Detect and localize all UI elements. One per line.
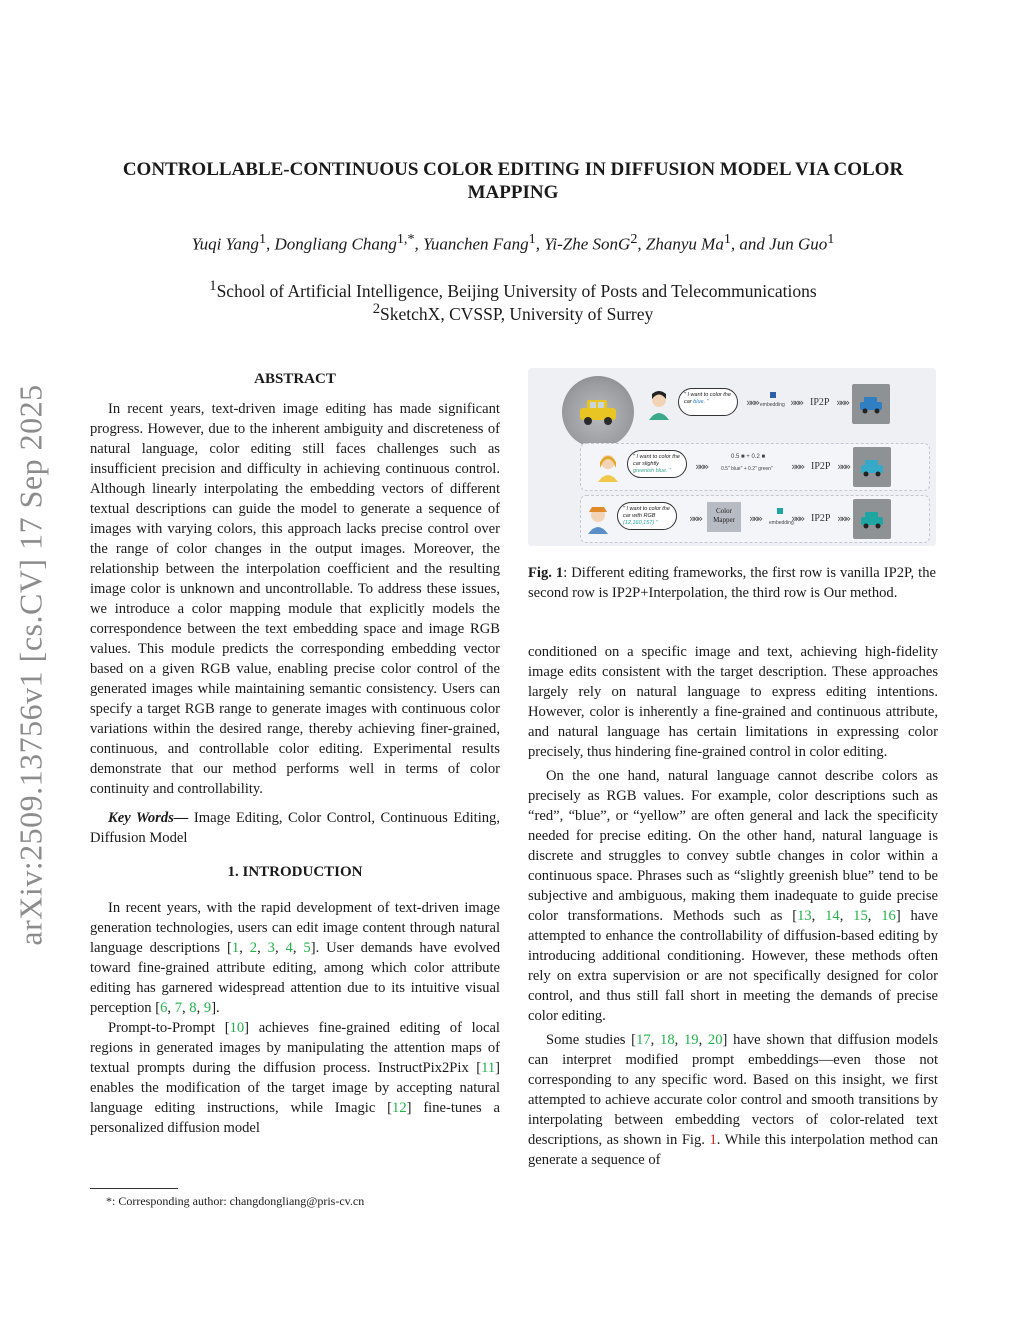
author-separator: , and xyxy=(730,234,770,254)
arrow-icon: »»» xyxy=(689,512,701,525)
citation-link[interactable]: 20 xyxy=(707,1032,723,1048)
arrow-icon: »»» xyxy=(790,396,802,409)
embedding-expression: 0.5 ■ + 0.2 ■ xyxy=(731,454,766,460)
author-separator: , xyxy=(535,234,545,254)
footnote-rule xyxy=(90,1188,178,1189)
output-greenish-car xyxy=(853,447,891,487)
figure-caption: Fig. 1: Different editing frameworks, the first row is vanilla IP2P, the second row is IP2P+Interpolation, the third row is Our method. xyxy=(528,565,936,601)
user-avatar-icon xyxy=(646,390,672,420)
ip2p-label: IP2P xyxy=(811,461,831,472)
citation-link[interactable]: 8 xyxy=(189,1000,197,1016)
citation-link[interactable]: 16 xyxy=(881,908,896,924)
author-name: Dongliang Chang xyxy=(274,234,397,254)
arxiv-sidebar xyxy=(4,370,58,960)
embedding-label: 0.5" blue" + 0.2" green" xyxy=(721,466,773,472)
arrow-icon: »»» xyxy=(836,396,848,409)
author-name: Jun Guo xyxy=(769,234,828,254)
arxiv-id: arXiv:2509.13756v1 [cs.CV] 17 Sep 2025 xyxy=(12,384,49,946)
user-avatar-icon xyxy=(585,504,611,534)
arrow-icon: »»» xyxy=(695,460,707,473)
author-separator: , xyxy=(637,234,646,254)
row-color-mapper xyxy=(580,495,930,543)
ip2p-label: IP2P xyxy=(810,397,830,408)
output-blue-car xyxy=(852,384,890,424)
citation-link[interactable]: 10 xyxy=(229,1020,245,1036)
right-paragraph-1: conditioned on a specific image and text, achieving high-fidelity image edits consistent with the target description. These approaches largely rely on natural language to express editing intentions. However, color is inherently a fine-grained and continuous attribute, and natural language has certain limitations in expressing color precisely, thus hindering fine-grained control in color editing. xyxy=(528,644,938,760)
arrow-icon: »»» xyxy=(791,460,803,473)
author-affiliation-mark: 1 xyxy=(258,231,267,247)
output-teal-car xyxy=(853,499,891,539)
citation-link[interactable]: 6 xyxy=(160,1000,168,1016)
user-avatar-icon xyxy=(595,452,621,482)
citation-link[interactable]: 15 xyxy=(853,908,868,924)
citation-link[interactable]: 5 xyxy=(303,940,311,956)
author-separator: , xyxy=(266,234,275,254)
paper-title: CONTROLLABLE-CONTINUOUS COLOR EDITING IN DIFFUSION MODEL VIA COLOR MAPPING xyxy=(122,159,904,203)
prompt-bubble-3: " I want to color the car with RGB (12,160,157) " xyxy=(617,502,677,530)
citation-link[interactable]: 17 xyxy=(636,1032,651,1048)
arrow-icon: »»» xyxy=(749,512,761,525)
right-paragraph-3: Some studies [17, 18, 19, 20] have shown that diffusion models can interpret modified prompt embeddings—even those not corresponding to any specific word. Based on this insight, we first attempted to achieve accurate color control and smooth transitions by interpolating between embedding vectors of color-related text descriptions, as shown in Fig. 1. While this interpolation method can generate a sequence of xyxy=(528,1032,939,1168)
arrow-icon: »»» xyxy=(837,512,849,525)
intro-paragraph-2: Prompt-to-Prompt [10] achieves fine-grained editing of local regions in generated images by manipulating the attention maps of textual prompts during the diffusion process. InstructPix2Pix [11] enables the modification of the target image by accepting natural language editing instructions, while Imagic [12] fine-tunes a personalized diffusion model xyxy=(90,1020,500,1136)
row-vanilla-ip2p xyxy=(580,382,928,428)
color-mapper-block: Color Mapper xyxy=(707,502,741,532)
arrow-icon: »»» xyxy=(837,460,849,473)
right-column xyxy=(528,642,938,1170)
author-name: Zhanyu Ma xyxy=(645,234,724,254)
figure-1 xyxy=(528,368,936,546)
citation-link[interactable]: 14 xyxy=(825,908,840,924)
affiliation-2: $^2$SketchX, CVSSP, University of Surrey xyxy=(372,301,654,324)
introduction-heading: 1. INTRODUCTION xyxy=(227,864,363,880)
author-separator: , xyxy=(414,234,424,254)
citation-link[interactable]: 1 xyxy=(231,940,240,956)
arrow-icon: »»» xyxy=(791,512,803,525)
citation-link[interactable]: 11 xyxy=(481,1060,496,1076)
arrow-icon: »»» xyxy=(746,396,758,409)
author-affiliation-mark: 1 xyxy=(528,231,536,247)
row-ip2p-interpolation xyxy=(580,443,930,491)
citation-link[interactable]: 13 xyxy=(797,908,812,924)
figure-reference-link[interactable]: 1 xyxy=(709,1132,717,1148)
footnote: *: Corresponding author: changdongliang@pris-cv.cn xyxy=(106,1194,365,1208)
author-name: Yi-Zhe SonG xyxy=(544,234,631,254)
ip2p-label: IP2P xyxy=(811,513,831,524)
embedding-swatch-teal xyxy=(777,508,783,514)
author-name: Yuanchen Fang xyxy=(423,234,529,254)
author-affiliation-mark: 1,* xyxy=(396,231,415,247)
citation-link[interactable]: 3 xyxy=(267,940,275,956)
abstract-text: In recent years, text-driven image editing has made significant progress. However, due to the inherent ambiguity and discreteness of natural language, color editing still faces challenges such as insufficient precision and difficulty in achieving continuous control. Although linearly interpolating the embedding vectors of different textual descriptions can guide the model to generate a sequence of images with varying colors, this approach lacks precise control over the range of color changes in the output images. Moreover, the relationship between the interpolation coefficient and the resulting image color is unknown and uncontrollable. To address these issues, we introduce a color mapping module that explicitly models the correspondence between the text embedding space and image RGB values. This module predicts the corresponding embedding vector based on a given RGB value, enabling precise color control of the generated images while maintaining semantic consistency. Users can specify a target RGB range to generate images with continuous color variations within the desired range, thereby achieving finer-grained, continuous, and controllable color editing. Experimental results demonstrate that our method performs well in terms of color continuity and controllability. xyxy=(90,401,500,797)
left-column xyxy=(90,369,500,1138)
author-affiliation-mark: 2 xyxy=(630,231,638,247)
embedding-label: embedding xyxy=(760,402,785,408)
citation-link[interactable]: 19 xyxy=(683,1032,699,1048)
citation-link[interactable]: 12 xyxy=(392,1100,407,1116)
citation-link[interactable]: 4 xyxy=(285,940,293,956)
embedding-swatch-blue xyxy=(770,392,776,398)
abstract-heading: ABSTRACT xyxy=(254,371,336,387)
author-affiliation-mark: 1 xyxy=(723,231,731,247)
embedding-label: embedding xyxy=(769,520,794,526)
citation-link[interactable]: 7 xyxy=(174,1000,182,1016)
affiliation-1: $^1$School of Artificial Intelligence, Beijing University of Posts and Telecommunications xyxy=(209,278,817,301)
intro-paragraph-1: In recent years, with the rapid development of text-driven image generation technologies, users can edit image content through natural language descriptions [1, 2, 3, 4, 5]. User demands have evolved toward fine-grained attribute editing, among which color attribute editing has garnered widespread attention due to its intuitive visual perception [6, 7, 8, 9]. xyxy=(90,900,501,1016)
author-name: Yuqi Yang xyxy=(191,234,259,254)
right-paragraph-2: On the one hand, natural language cannot describe colors as precisely as RGB values. For example, color descriptions such as “red”, “blue”, or “yellow” are often general and lack the specificity needed for precise editing. On the other hand, natural language is discrete and struggles to convey subtle changes in color within a continuous space. Phrases such as “slightly greenish blue” tend to be subjective and ambiguous, making them inadequate to guide precise color transformations. Methods such as [13, 14, 15, 16] have attempted to enhance the controllability of diffusion-based editing by introducing additional conditioning. However, these methods often rely on extra supervision or are not specifically designed for color control, and thus still fall short in meeting the demands of precise color editing. xyxy=(528,768,939,1024)
keywords: Key Words— Image Editing, Color Control, Continuous Editing, Diffusion Model xyxy=(90,810,500,846)
author-affiliation-mark: 1 xyxy=(827,231,835,247)
citation-link[interactable]: 9 xyxy=(203,1000,212,1016)
prompt-bubble-2: " I want to color the car slightly greenish blue. " xyxy=(627,450,687,478)
citation-link[interactable]: 18 xyxy=(660,1032,675,1048)
citation-link[interactable]: 2 xyxy=(249,940,258,956)
prompt-bubble-1: " I want to color the car blue. " xyxy=(678,388,738,416)
author-list xyxy=(90,231,936,255)
